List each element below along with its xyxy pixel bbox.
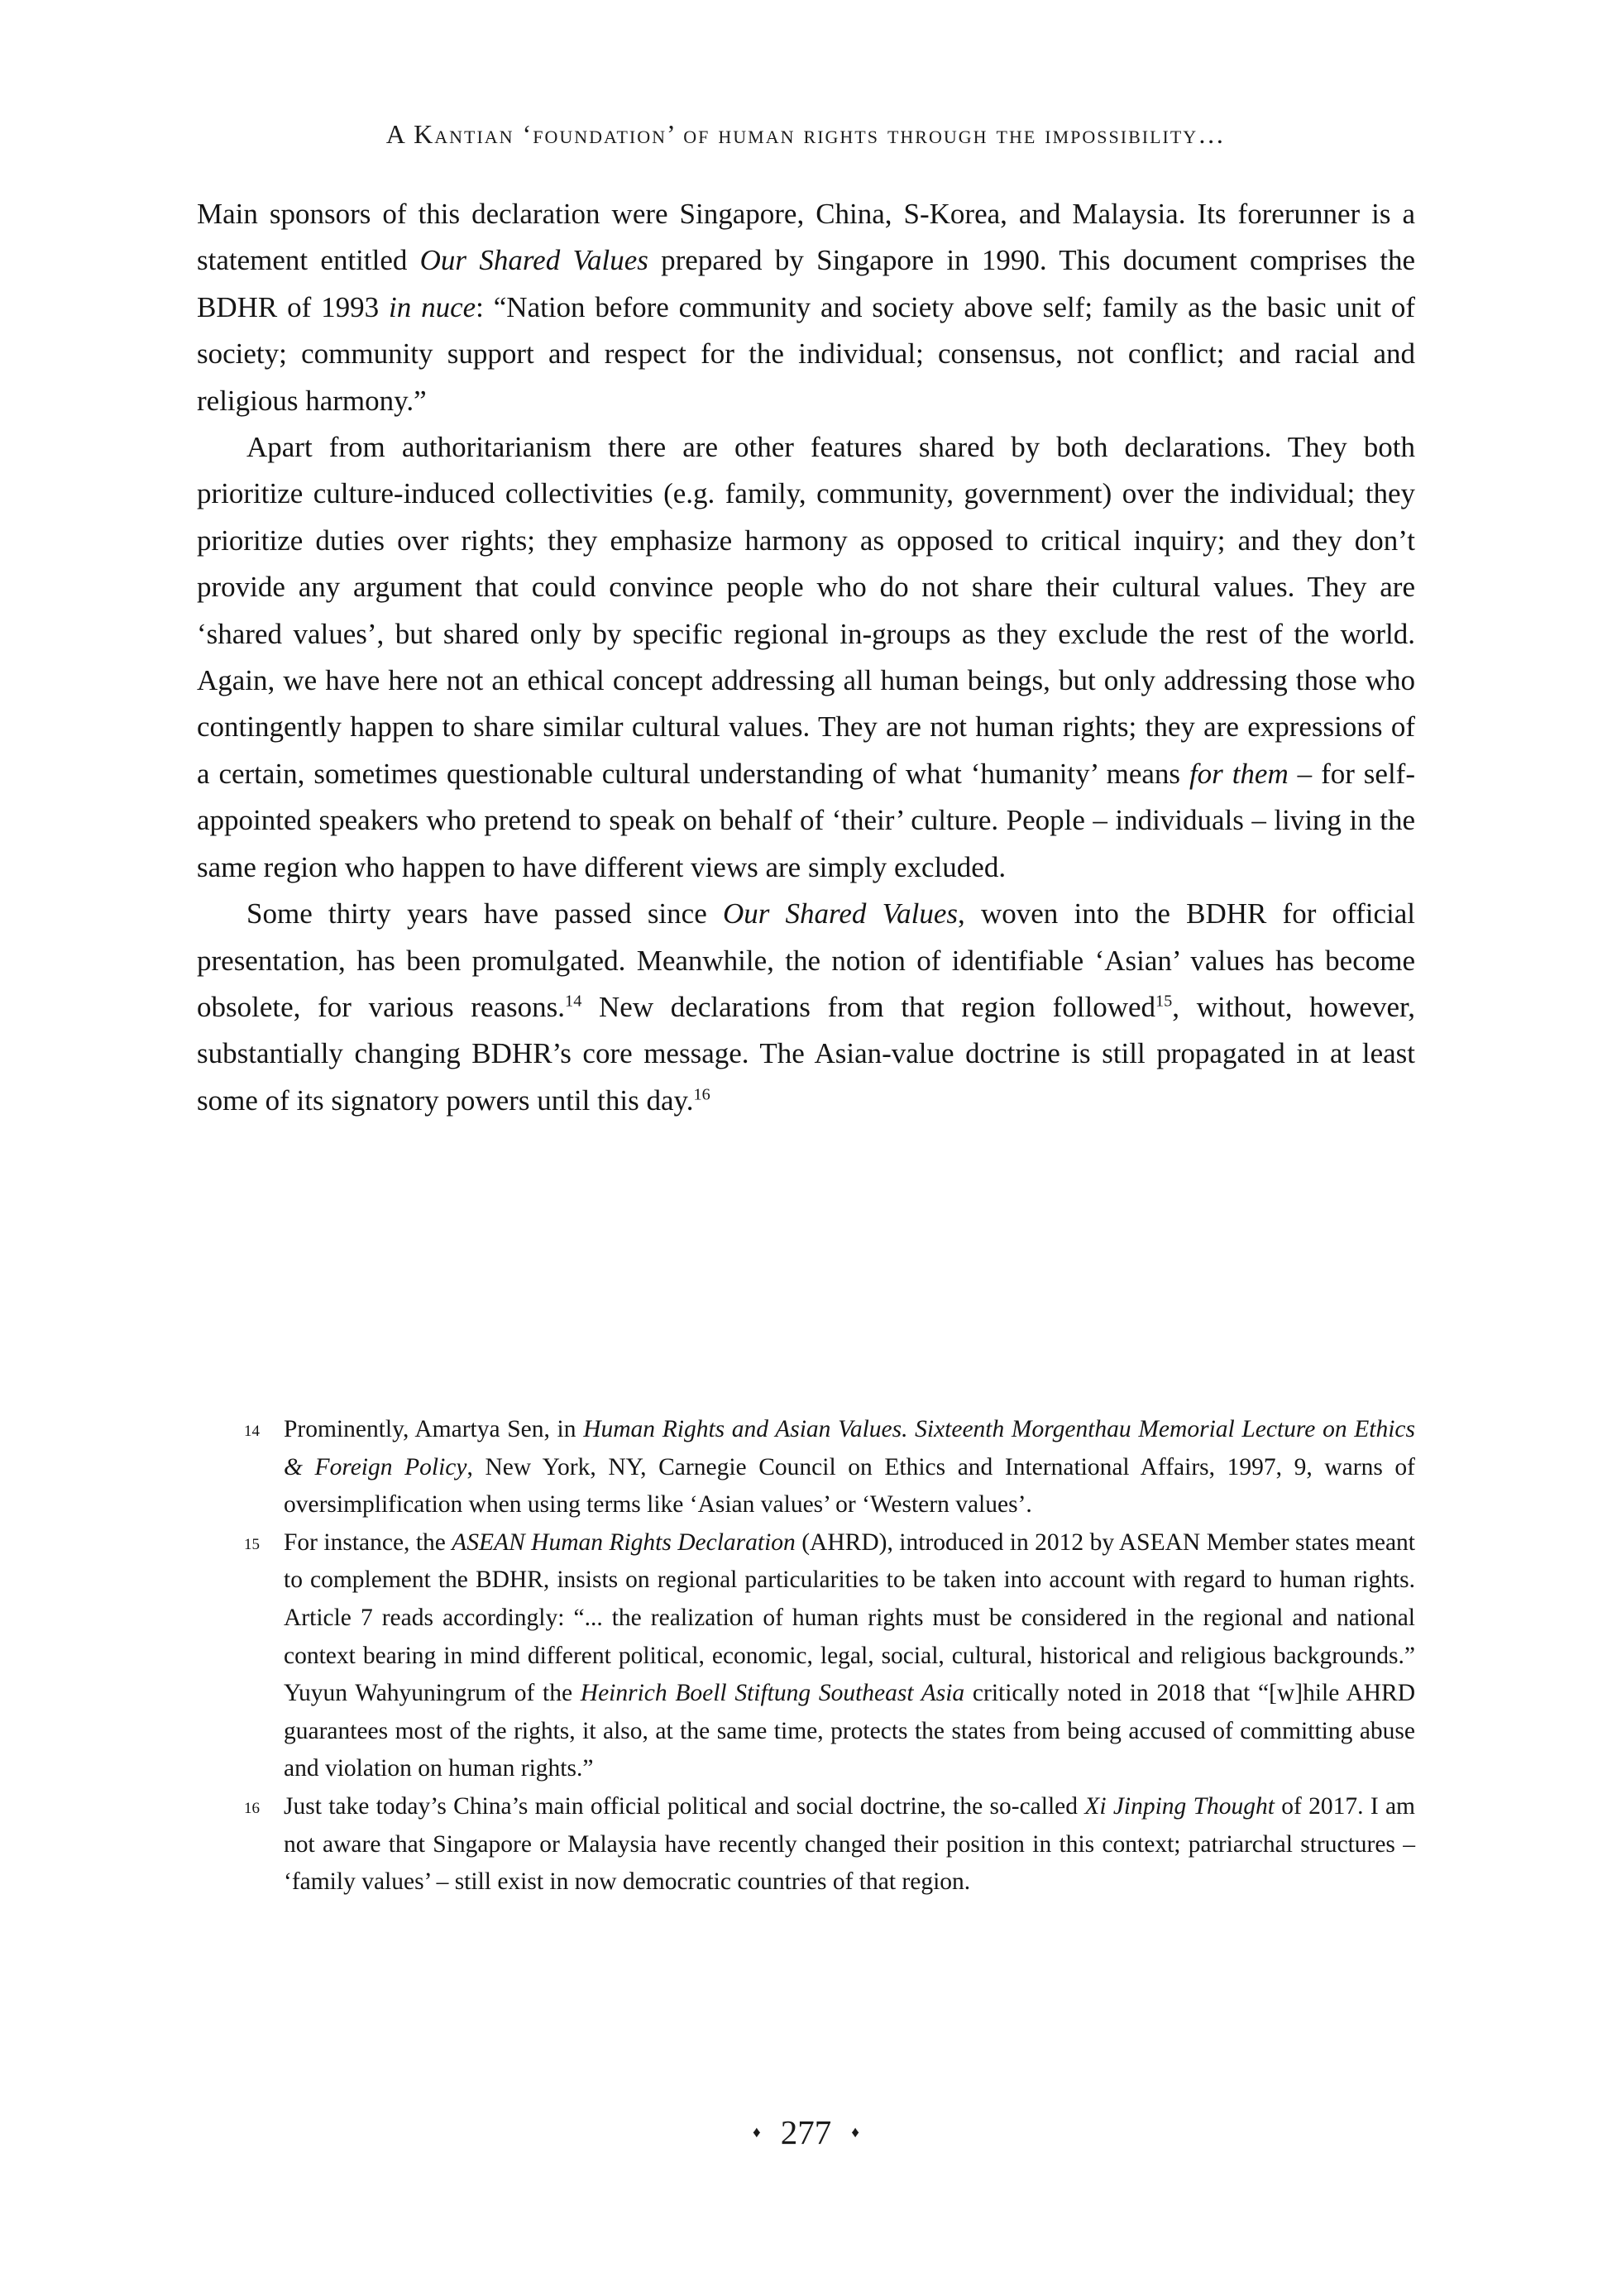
text-run: (AHRD), introduced in 2012 by ASEAN Member states meant to complement the BDHR, insists on regional particularities to be taken into account with regard to human rights. Article 7 reads accordingly: “... the realization of human rights must be considered in the regional and national context bearing in mind different political, economic, legal, social, cultural, historical and religious backgrounds.” Yuyun Wahyuningrum of the <box>284 1528 1415 1707</box>
text-run: : “Nation before community and society above self; family as the basic unit of society; community support and respect for the individual; consensus, not conflict; and racial and religious harmony.” <box>197 290 1416 417</box>
italic-run: in nuce <box>389 290 476 323</box>
footer-ornament-right-icon: ♦ <box>851 2124 859 2141</box>
text-run: For instance, the <box>284 1528 452 1556</box>
footnote-item <box>244 1788 1415 1901</box>
italic-run: Human Rights and Asian Values. Sixteenth Morgenthau Memorial Lecture on Ethics & Foreign Policy <box>284 1416 1415 1480</box>
body-text <box>197 191 1415 1124</box>
italic-run: Our Shared Values <box>419 244 648 277</box>
text-run: , New York, NY, Carnegie Council on Ethics and International Affairs, 1997, 9, warns of oversimplification when using terms like ‘Asian values’ or ‘Western values’. <box>284 1453 1415 1519</box>
paragraph <box>197 891 1415 1124</box>
text-run: , woven into the BDHR for official presentation, has been promulgated. Meanwhile, the notion of identifiable ‘Asian’ values has become obsolete, for various reasons. <box>197 897 1415 1023</box>
footnotes-section <box>244 1411 1416 1901</box>
footer-ornament-left-icon: ♦ <box>753 2124 761 2141</box>
italic-run: Heinrich Boell Stiftung Southeast Asia <box>580 1680 965 1707</box>
paragraph <box>197 191 1415 424</box>
italic-run: for them <box>1189 757 1289 790</box>
text-run: Prominently, Amartya Sen, in <box>284 1416 584 1442</box>
footnote-marker: 15 <box>244 1535 260 1553</box>
page-footer <box>0 2112 1612 2152</box>
paragraph <box>197 424 1415 891</box>
text-run: Main sponsors of this declaration were Singapore, China, S-Korea, and Malaysia. Its forerunner is a statement entitled <box>197 198 1415 277</box>
text-run: of 2017. I am not aware that Singapore or Malaysia have recently changed their position in this context; patriarchal structures – ‘family values’ – still exist in now democratic countries of that region. <box>284 1792 1415 1896</box>
text-run: critically noted in 2018 that “[w]hile AHRD guarantees most of the rights, it also, at the same time, protects the states from being accused of committing abuse and violation on human rights.” <box>284 1680 1416 1782</box>
italic-run: Xi Jinping Thought <box>1084 1792 1275 1820</box>
footnote-ref: 16 <box>693 1085 710 1104</box>
text-run: , without, however, substantially changing BDHR’s core message. The Asian-value doctrine is still propagated in at least some of its signatory powers until this day. <box>197 990 1415 1117</box>
footnote-marker: 14 <box>244 1423 260 1440</box>
footnote-item <box>244 1411 1415 1524</box>
text-run: Some thirty years have passed since <box>246 897 723 930</box>
footnote-item <box>244 1524 1416 1788</box>
text-run: Apart from authoritarianism there are other features shared by both declarations. They both prioritize culture-induced collectivities (e.g. family, community, government) over the individual; they prioritize duties over rights; they emphasize harmony as opposed to critical inquiry; and they don’t provide any argument that could convince people who do not share their cultural values. They are ‘shared values’, but shared only by specific regional in-groups as they exclude the rest of the world. Again, we have here not an ethical concept addressing all human beings, but only addressing those who contingently happen to share similar cultural values. They are not human rights; they are expressions of a certain, sometimes questionable cultural understanding of what ‘humanity’ means <box>197 431 1415 790</box>
footnote-ref: 14 <box>565 992 582 1011</box>
italic-run: ASEAN Human Rights Declaration <box>452 1528 796 1556</box>
page-number: 277 <box>780 2113 832 2151</box>
footnote-marker: 16 <box>244 1799 260 1817</box>
footnote-ref: 15 <box>1155 992 1173 1011</box>
text-run: prepared by Singapore in 1990. This document comprises the BDHR of 1993 <box>197 244 1415 323</box>
running-header: A Kantian ‘foundation’ of human rights through the impossibility… <box>385 119 1227 149</box>
italic-run: Our Shared Values <box>722 897 958 930</box>
text-run: – for self-appointed speakers who pretend to speak on behalf of ‘their’ culture. People – individuals – living in the same region who happen to have different views are simply excluded. <box>197 757 1415 883</box>
text-run: Just take today’s China’s main official political and social doctrine, the so-called <box>284 1792 1085 1820</box>
text-run: New declarations from that region followed <box>581 990 1156 1023</box>
